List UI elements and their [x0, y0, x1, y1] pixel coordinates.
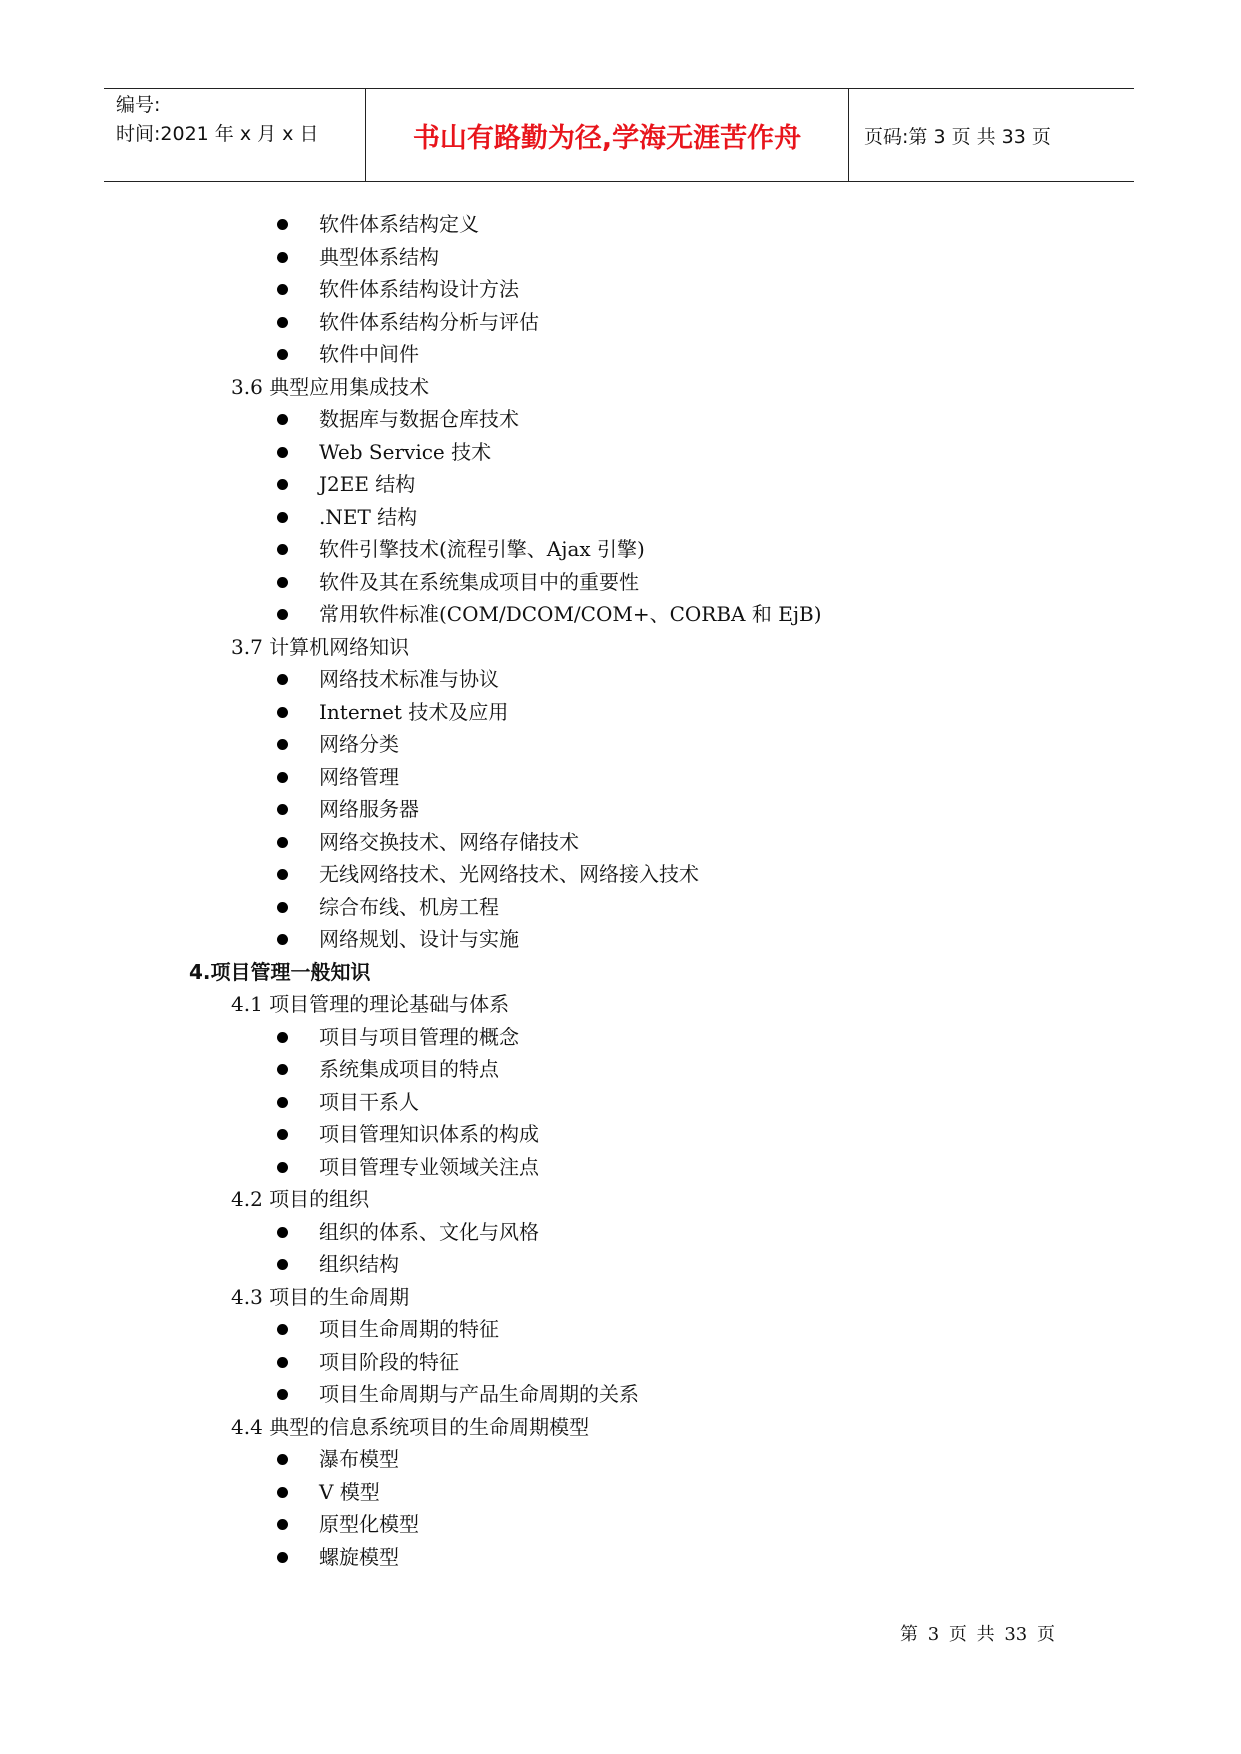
line-text: 4.3 项目的生命周期 [231, 1284, 410, 1309]
header-meta [116, 91, 318, 149]
line-text: 原型化模型 [319, 1512, 419, 1536]
line-text: 组织结构 [319, 1252, 399, 1276]
bullet-icon [277, 1032, 288, 1043]
line-text: 项目生命周期与产品生命周期的关系 [319, 1382, 639, 1406]
list-item [0, 1346, 1241, 1379]
list-item [0, 1313, 1241, 1346]
section-heading [0, 1411, 1241, 1444]
section-heading [0, 1281, 1241, 1314]
bullet-icon [277, 447, 288, 458]
line-text: Web Service 技术 [319, 439, 492, 464]
bullet-icon [277, 1259, 288, 1270]
header-divider [848, 89, 849, 181]
line-text: 系统集成项目的特点 [319, 1057, 499, 1081]
bullet-icon [277, 479, 288, 490]
line-text: 项目阶段的特征 [319, 1349, 459, 1374]
bullet-icon [277, 1552, 288, 1563]
bullet-icon [277, 1487, 288, 1498]
line-text: 4.1 项目管理的理论基础与体系 [231, 992, 510, 1016]
list-item [0, 241, 1241, 274]
bullet-icon [277, 1357, 288, 1368]
section-heading [0, 631, 1241, 664]
list-item [0, 1541, 1241, 1574]
bullet-icon [277, 609, 288, 620]
list-item [0, 1118, 1241, 1151]
bullet-icon [277, 869, 288, 880]
line-text: 网络规划、设计与实施 [319, 927, 519, 951]
line-text: 软件体系结构设计方法 [319, 277, 519, 301]
chapter-heading [0, 956, 1241, 989]
bullet-icon [277, 1389, 288, 1400]
line-text: V 模型 [319, 1479, 380, 1504]
list-item [0, 761, 1241, 794]
bullet-icon [277, 1454, 288, 1465]
line-text: 软件中间件 [319, 342, 419, 366]
bullet-icon [277, 1097, 288, 1108]
line-text: 无线网络技术、光网络技术、网络接入技术 [319, 862, 699, 886]
line-text: 网络分类 [319, 732, 399, 756]
bullet-icon [277, 512, 288, 523]
list-item [0, 1508, 1241, 1541]
line-text: 网络交换技术、网络存储技术 [319, 829, 579, 854]
bullet-icon [277, 284, 288, 295]
bullet-icon [277, 804, 288, 815]
list-item [0, 1248, 1241, 1281]
line-text: 螺旋模型 [319, 1544, 399, 1569]
bullet-icon [277, 349, 288, 360]
line-text: 软件体系结构定义 [319, 212, 479, 236]
bullet-icon [277, 707, 288, 718]
line-text: 软件体系结构分析与评估 [319, 309, 539, 334]
list-item [0, 403, 1241, 436]
list-item [0, 436, 1241, 469]
bullet-icon [277, 1227, 288, 1238]
bullet-icon [277, 674, 288, 685]
list-item [0, 598, 1241, 631]
line-text: 网络服务器 [319, 797, 419, 821]
page-header [104, 88, 1134, 182]
line-text: 综合布线、机房工程 [319, 894, 499, 919]
line-text: 网络管理 [319, 764, 399, 789]
line-text: 项目与项目管理的概念 [319, 1024, 519, 1049]
section-heading [0, 988, 1241, 1021]
line-text: 3.7 计算机网络知识 [231, 634, 410, 659]
bullet-icon [277, 544, 288, 555]
bullet-icon [277, 1129, 288, 1140]
document-body [0, 208, 1241, 1573]
line-text: 项目干系人 [319, 1089, 419, 1114]
list-item [0, 533, 1241, 566]
line-text: 网络技术标准与协议 [319, 667, 499, 691]
list-item [0, 501, 1241, 534]
list-item [0, 1086, 1241, 1119]
list-item [0, 663, 1241, 696]
line-text: 4.项目管理一般知识 [189, 959, 371, 984]
line-text: 4.4 典型的信息系统项目的生命周期模型 [231, 1414, 590, 1439]
page-footer: 第 3 页 共 33 页 [900, 1624, 1055, 1645]
list-item [0, 566, 1241, 599]
list-item [0, 923, 1241, 956]
bullet-icon [277, 837, 288, 848]
list-item [0, 858, 1241, 891]
list-item [0, 1021, 1241, 1054]
bullet-icon [277, 414, 288, 425]
line-text: .NET 结构 [319, 504, 418, 529]
bullet-icon [277, 1324, 288, 1335]
bullet-icon [277, 772, 288, 783]
line-text: 软件及其在系统集成项目中的重要性 [319, 569, 639, 594]
list-item [0, 273, 1241, 306]
line-text: 软件引擎技术(流程引擎、Ajax 引擎) [319, 537, 645, 561]
list-item [0, 306, 1241, 339]
list-item [0, 1053, 1241, 1086]
line-text: 4.2 项目的组织 [231, 1187, 370, 1211]
bullet-icon [277, 577, 288, 588]
bullet-icon [277, 1064, 288, 1075]
section-heading [0, 1183, 1241, 1216]
list-item [0, 1216, 1241, 1249]
list-item [0, 696, 1241, 729]
list-item [0, 338, 1241, 371]
list-item [0, 1476, 1241, 1509]
list-item [0, 1443, 1241, 1476]
list-item [0, 728, 1241, 761]
line-text: 3.6 典型应用集成技术 [231, 374, 430, 399]
section-heading [0, 371, 1241, 404]
list-item [0, 826, 1241, 859]
line-text: 项目管理专业领域关注点 [319, 1154, 539, 1179]
number-label: 编号: [116, 94, 161, 116]
header-page-label: 页码:第 3 页 共 33 页 [864, 125, 1051, 148]
list-item [0, 793, 1241, 826]
line-text: 数据库与数据仓库技术 [319, 407, 519, 431]
line-text: 项目管理知识体系的构成 [319, 1122, 539, 1146]
bullet-icon [277, 317, 288, 328]
bullet-icon [277, 902, 288, 913]
header-motto: 书山有路勤为径,学海无涯苦作舟 [412, 122, 802, 154]
list-item [0, 468, 1241, 501]
bullet-icon [277, 252, 288, 263]
line-text: 组织的体系、文化与风格 [319, 1219, 539, 1244]
line-text: 瀑布模型 [319, 1447, 399, 1471]
list-item [0, 1378, 1241, 1411]
line-text: J2EE 结构 [319, 472, 416, 496]
list-item [0, 891, 1241, 924]
bullet-icon [277, 739, 288, 750]
time-label: 时间:2021 年 x 月 x 日 [116, 123, 319, 145]
line-text: 项目生命周期的特征 [319, 1317, 499, 1341]
line-text: 典型体系结构 [319, 244, 439, 269]
bullet-icon [277, 1162, 288, 1173]
line-text: 常用软件标准(COM/DCOM/COM+、CORBA 和 EjB) [319, 602, 822, 626]
bullet-icon [277, 1519, 288, 1530]
list-item [0, 1151, 1241, 1184]
line-text: Internet 技术及应用 [319, 699, 509, 724]
bullet-icon [277, 219, 288, 230]
list-item [0, 208, 1241, 241]
bullet-icon [277, 934, 288, 945]
